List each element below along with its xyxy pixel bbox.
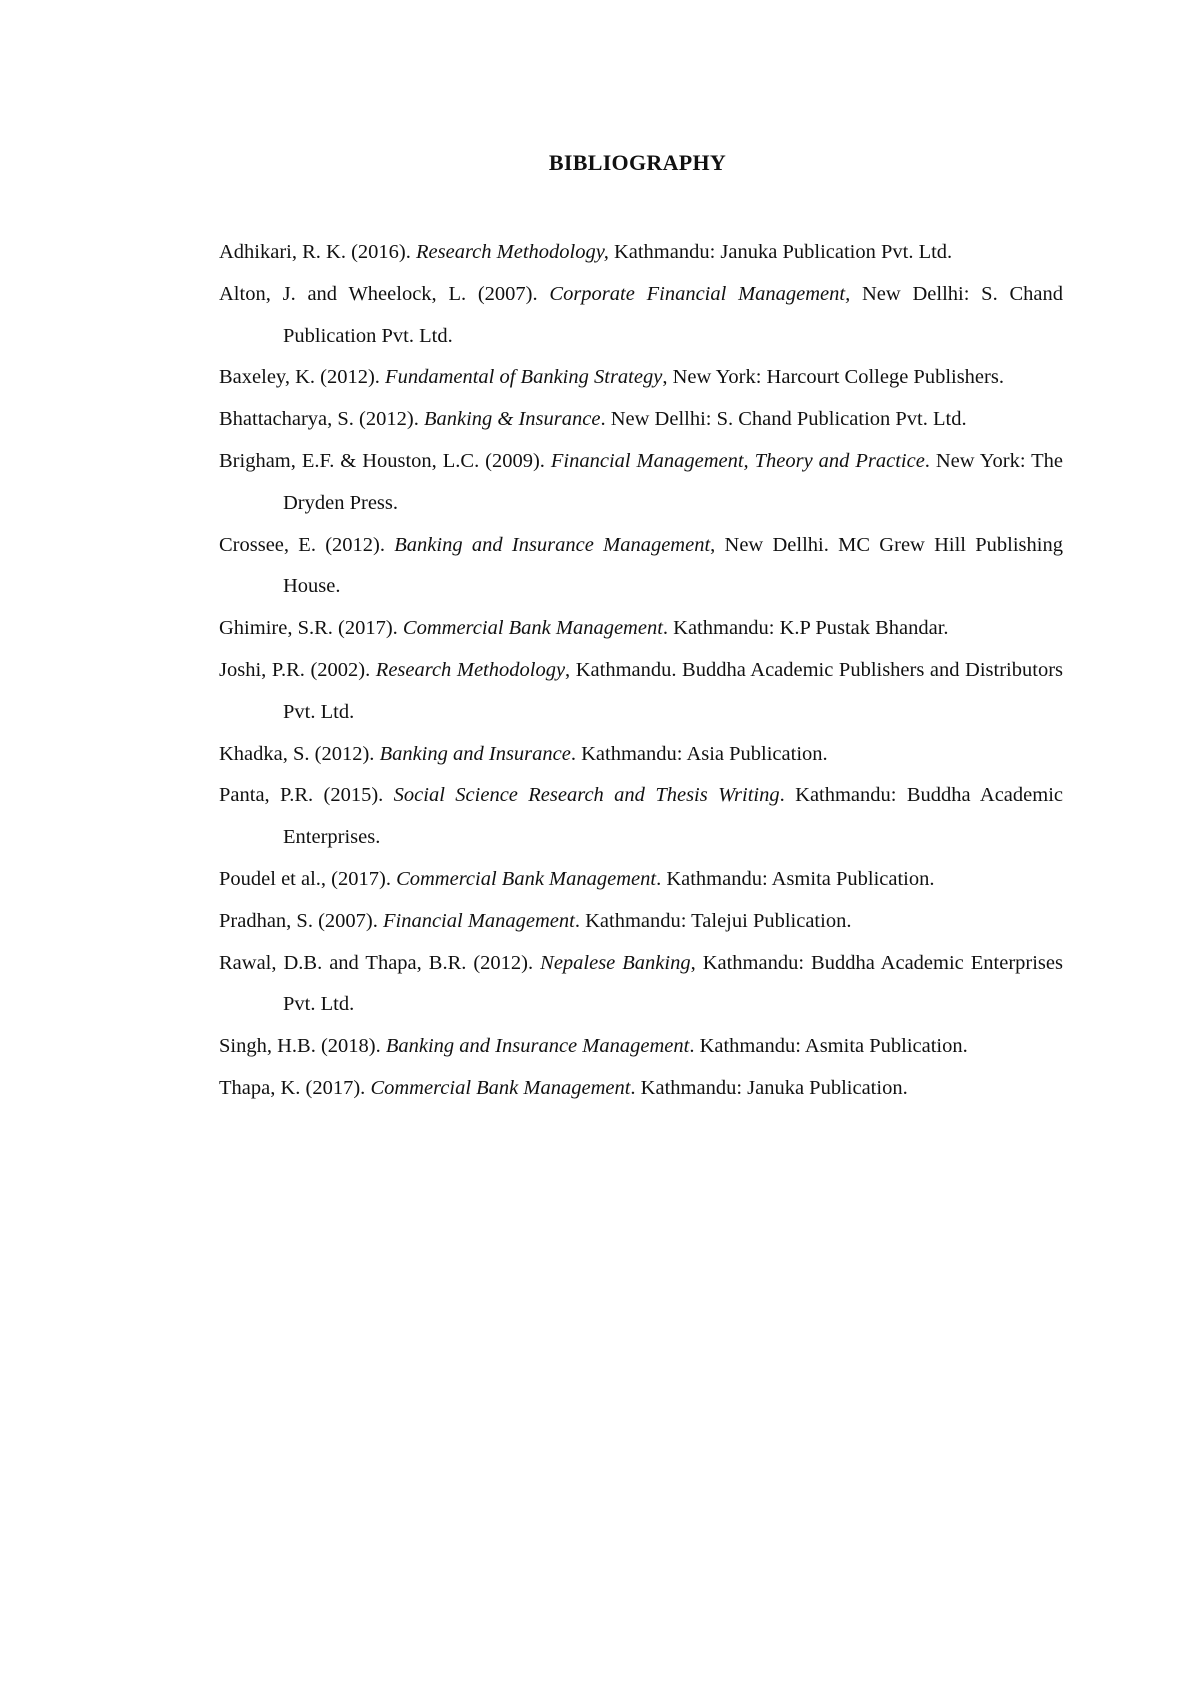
entry-title: Banking & Insurance [423, 408, 601, 431]
entry-title: Research Methodology, [416, 241, 609, 263]
entry-author-year: Joshi, P.R. (2002). [219, 658, 376, 681]
entry-title: Social Science Research and Thesis Writing [393, 784, 780, 807]
entry-author-year: Pradhan, S. (2007). [219, 909, 383, 932]
entry-publisher: . New Dellhi: S. Chand Publication Pvt. Ltd. [600, 408, 967, 431]
entry-author-year: Crossee, E. (2012). [219, 533, 395, 556]
entry-publisher: . New York: The Dryden Press. [283, 449, 1063, 514]
entry-author-year: Khadka, S. (2012). [219, 742, 380, 765]
bibliography-entry [219, 232, 1063, 274]
entry-title: Commercial Bank Management [370, 1076, 631, 1099]
entry-author-year: Bhattacharya, S. (2012). [219, 408, 424, 431]
entry-publisher: . Kathmandu: Asmita Publication. [689, 1035, 968, 1058]
entry-title: Banking and Insurance Management [394, 533, 711, 556]
entry-title: Nepalese Banking [540, 951, 691, 974]
entry-publisher: . Kathmandu: K.P Pustak Bhandar. [662, 617, 949, 640]
entry-publisher: New Dellhi: S. Chand Publication Pvt. Ltd. [283, 282, 1063, 347]
entry-publisher: , Kathmandu: Buddha Academic Enterprises Pvt. Ltd. [283, 951, 1063, 1016]
entry-title: Commercial Bank Management [396, 867, 657, 890]
entry-publisher: . Kathmandu: Januka Publication. [630, 1076, 908, 1099]
bibliography-entry [219, 525, 1063, 609]
entry-author-year: Adhikari, R. K. (2016). [219, 241, 417, 263]
entry-publisher: . Kathmandu: Talejui Publication. [574, 909, 852, 932]
entry-author-year: Thapa, K. (2017). [219, 1076, 371, 1099]
entry-author-year: Baxeley, K. (2012). [219, 366, 386, 389]
entry-publisher: , New Dellhi. MC Grew Hill Publishing House. [283, 533, 1063, 598]
entry-title: Banking and Insurance [379, 742, 571, 765]
entry-title: Corporate Financial Management, [549, 282, 851, 305]
entry-author-year: Alton, J. and Wheelock, L. (2007). [219, 282, 550, 305]
bibliography-entry [219, 734, 1063, 776]
bibliography-entry [219, 859, 1063, 901]
entry-title: Fundamental of Banking Strategy [385, 366, 663, 389]
entry-title: Commercial Bank Management [402, 617, 663, 640]
entry-title: Banking and Insurance Management [385, 1035, 690, 1058]
bibliography-list [219, 232, 1063, 1110]
entry-publisher: . Kathmandu: Asmita Publication. [656, 867, 935, 890]
entry-author-year: Rawal, D.B. and Thapa, B.R. (2012). [219, 951, 541, 974]
entry-author-year: Brigham, E.F. & Houston, L.C. (2009). [219, 449, 551, 472]
bibliography-entry [219, 1026, 1063, 1068]
entry-author-year: Ghimire, S.R. (2017). [219, 617, 403, 640]
entry-publisher: Kathmandu: Januka Publication Pvt. Ltd. [608, 241, 953, 263]
bibliography-entry [219, 357, 1063, 399]
entry-author-year: Singh, H.B. (2018). [219, 1035, 386, 1058]
bibliography-entry [219, 1068, 1063, 1110]
bibliography-entry [219, 399, 1063, 441]
bibliography-entry [219, 274, 1063, 358]
bibliography-entry [219, 775, 1063, 859]
bibliography-entry [219, 943, 1063, 1027]
entry-title: Financial Management [382, 909, 575, 932]
entry-author-year: Poudel et al., (2017). [219, 867, 397, 890]
bibliography-entry [219, 608, 1063, 650]
entry-publisher: . Kathmandu: Buddha Academic Enterprises. [283, 784, 1063, 849]
entry-publisher: . Kathmandu: Asia Publication. [570, 742, 828, 765]
bibliography-entry [219, 650, 1063, 734]
entry-author-year: Panta, P.R. (2015). [219, 784, 394, 807]
entry-publisher: , New York: Harcourt College Publishers. [662, 366, 1004, 389]
entry-title: Research Methodology [375, 658, 566, 681]
bibliography-entry [219, 441, 1063, 525]
page-title: BIBLIOGRAPHY [548, 150, 727, 175]
entry-title: Financial Management, Theory and Practice [550, 449, 925, 472]
bibliography-entry [219, 901, 1063, 943]
entry-publisher: , Kathmandu. Buddha Academic Publishers and Distributors Pvt. Ltd. [283, 658, 1064, 723]
